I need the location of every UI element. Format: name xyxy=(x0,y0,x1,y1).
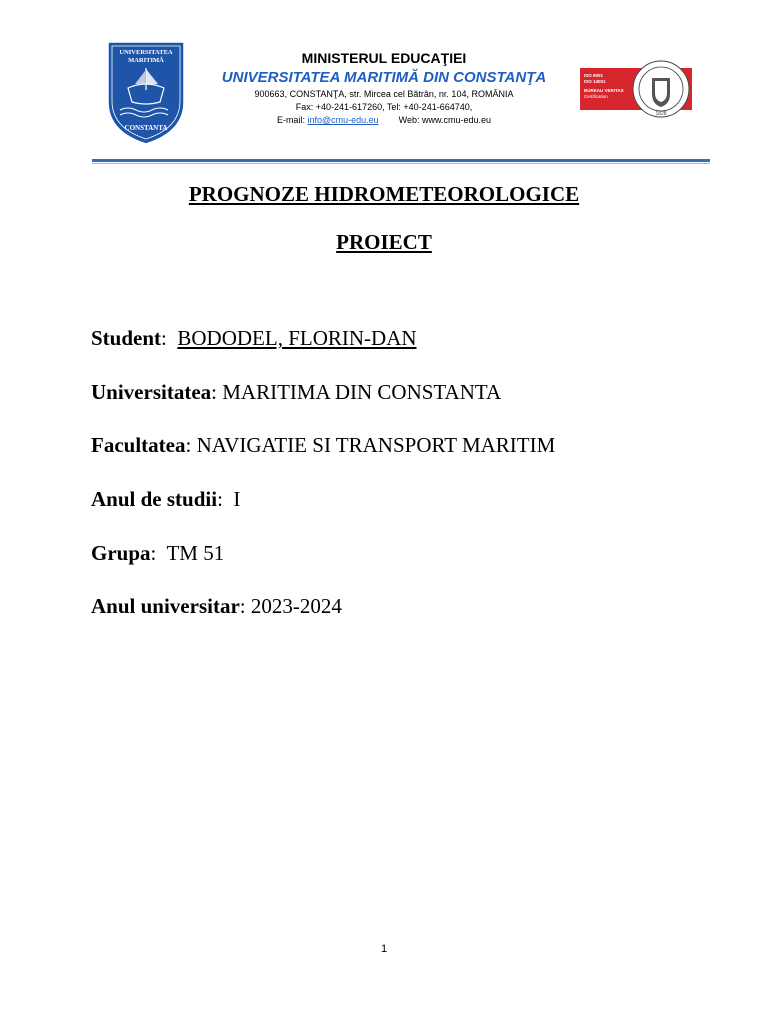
faculty-value: NAVIGATIE SI TRANSPORT MARITIM xyxy=(196,433,556,457)
email-link[interactable]: info@cmu-edu.eu xyxy=(307,115,379,125)
group-value: TM 51 xyxy=(166,541,225,565)
academic-year-label: Anul universitar xyxy=(91,594,240,618)
university-label: Universitatea xyxy=(91,380,212,404)
group-field: Grupa: TM 51 xyxy=(91,541,225,565)
header-rule xyxy=(92,159,710,162)
email-label: E-mail: xyxy=(276,115,305,125)
group-label: Grupa xyxy=(91,541,151,565)
student-field: Student: BODODEL, FLORIN-DAN xyxy=(91,326,417,350)
study-year-label: Anul de studii xyxy=(91,487,218,511)
page-number: 1 xyxy=(380,943,388,955)
header-rule-thin xyxy=(92,163,710,164)
crest-text-bottom: CONSTANTA xyxy=(124,124,168,132)
letterhead-text xyxy=(190,48,578,127)
university-field: Universitatea: MARITIMA DIN CONSTANTA xyxy=(91,380,502,404)
study-year-value: I xyxy=(233,487,241,511)
study-year-field: Anul de studii: I xyxy=(91,487,241,511)
bureau-veritas-certification-logo xyxy=(578,52,694,118)
cert-iso-14001: ISO 14001 xyxy=(584,79,606,84)
faculty-label: Facultatea xyxy=(91,433,186,457)
ministry-name: MINISTERUL EDUCAŢIEI xyxy=(301,50,467,66)
document-subtitle: PROIECT xyxy=(336,230,432,254)
faculty-field: Facultatea: NAVIGATIE SI TRANSPORT MARITIM xyxy=(91,433,556,457)
student-value: BODODEL, FLORIN-DAN xyxy=(177,326,417,350)
crest-text-top-2: MARITIMĂ xyxy=(128,57,164,64)
contact-line xyxy=(190,114,578,127)
academic-year-value: 2023-2024 xyxy=(250,594,342,618)
web-address: Web: www.cmu-edu.eu xyxy=(398,115,492,125)
address-line: 900663, CONSTANŢA, str. Mircea cel Bătrân, nr. 104, ROMÂNIA xyxy=(254,89,514,99)
student-label: Student xyxy=(91,326,162,350)
university-value: MARITIMA DIN CONSTANTA xyxy=(222,380,502,404)
university-name: UNIVERSITATEA MARITIMĂ DIN CONSTANŢA xyxy=(221,69,547,86)
letterhead xyxy=(0,0,768,170)
academic-year-field: Anul universitar: 2023-2024 xyxy=(91,594,342,618)
document-title: PROGNOZE HIDROMETEOROLOGICE xyxy=(188,182,580,206)
cert-year: 1828 xyxy=(655,111,667,117)
cert-label: Certification xyxy=(584,94,608,99)
phone-line: Fax: +40-241-617260, Tel: +40-241-664740, xyxy=(295,102,473,112)
cert-iso-9001: ISO 9001 xyxy=(584,73,604,78)
cert-brand: BUREAU VERITAS xyxy=(584,88,624,93)
crest-text-top: UNIVERSITATEA xyxy=(119,49,173,56)
university-crest-logo xyxy=(106,40,186,146)
